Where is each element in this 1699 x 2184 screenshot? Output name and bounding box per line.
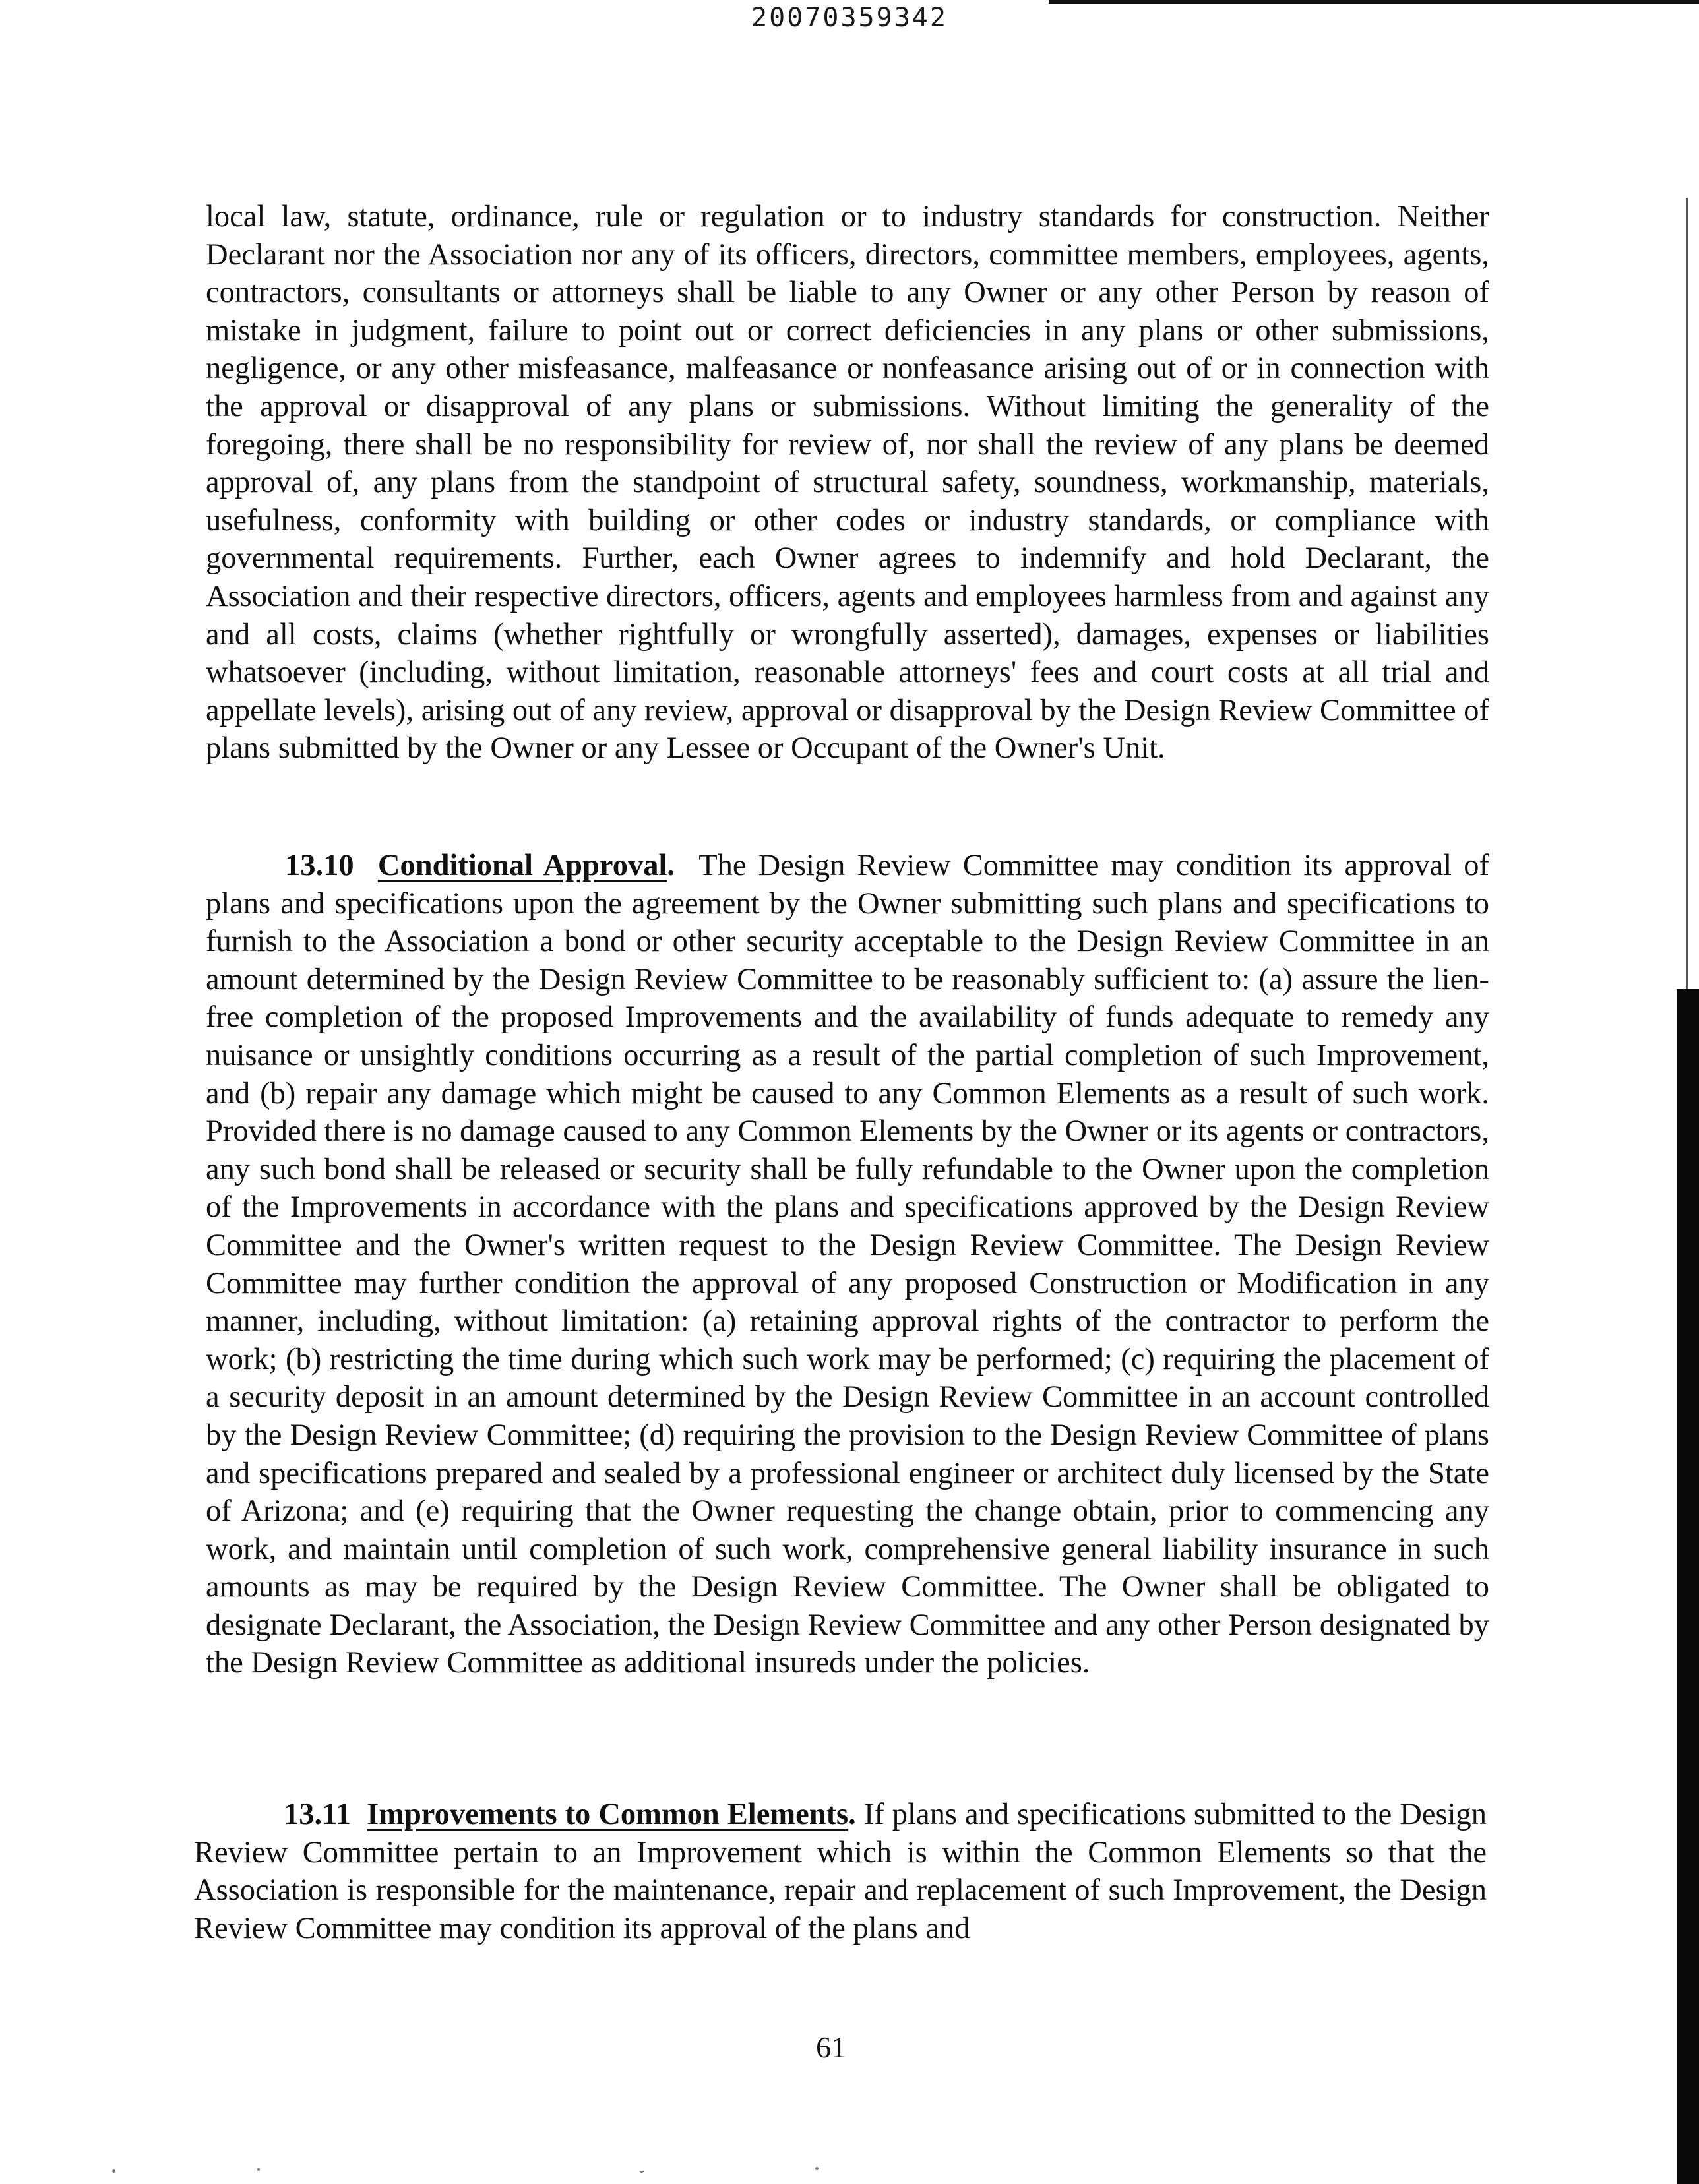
scan-speck	[815, 2167, 819, 2170]
section-title-period: .	[848, 1798, 856, 1831]
section-number: 13.10	[285, 849, 354, 882]
paragraph-continuation: local law, statute, ordinance, rule or regulation or to industry standards for construction. Neither Declarant nor the Association nor any of its officers, directors, committee members, employees, agents, contractors, consultants or attorneys shall be liable to any Owner or any other Person by reason of mistake in judgment, failure to point out or correct deficiencies in any plans or other submissions, negligence, or any other misfeasance, malfeasance or nonfeasance arising out of or in connection with the approval or disapproval of any plans or submissions. Without limiting the generality of the foregoing, there shall be no responsibility for review of, nor shall the review of any plans be deemed approval of, any plans from the standpoint of structural safety, soundness, workmanship, materials, usefulness, conformity with building or other codes or industry standards, or compliance with governmental requirements. Further, each Owner agrees to indemnify and hold Declarant, the Association and their respective directors, officers, agents and employees harmless from and against any and all costs, claims (whether rightfully or wrongfully asserted), damages, expenses or liabilities whatsoever (including, without limitation, reasonable attorneys' fees and court costs at all trial and appellate levels), arising out of any review, approval or disapproval by the Design Review Committee of plans submitted by the Owner or any Lessee or Occupant of the Owner's Unit.	[206, 200, 1489, 766]
section-title: Conditional Approval	[377, 849, 667, 882]
section-13-11	[194, 1796, 1487, 1947]
scan-edge-bar	[1677, 989, 1699, 2184]
scan-speck	[257, 2168, 260, 2171]
scan-edge-line	[1686, 198, 1688, 989]
section-text: If plans and specifications submitted to the Design Review Committee pertain to an Improvement which is within the Common Elements so that the Association is responsible for the maintenance, repair and replacement of such Improvement, the Design Review Committee may condition its approval of the plans and	[194, 1798, 1487, 1945]
scan-speck	[640, 2171, 644, 2173]
section-13-10	[206, 847, 1489, 1682]
section-title: Improvements to Common Elements	[367, 1798, 849, 1831]
document-number: 20070359342	[751, 3, 948, 33]
scan-speck	[112, 2169, 115, 2173]
page-number: 61	[816, 2030, 846, 2064]
section-title-period: .	[667, 849, 675, 882]
section-number: 13.11	[284, 1798, 352, 1831]
section-text: The Design Review Committee may condition its approval of plans and specifications upon the agreement by the Owner submitting such plans and specifications to furnish to the Association a bond or other security acceptable to the Design Review Committee in an amount determined by the Design Review Committee to be reasonably sufficient to: (a) assure the lien-free completion of the proposed Improvements and the availability of funds adequate to remedy any nuisance or unsightly conditions occurring as a result of the partial completion of such Improvement, and (b) repair any damage which might be caused to any Common Elements as a result of such work. Provided there is no damage caused to any Common Elements by the Owner or its agents or contractors, any such bond shall be released or security shall be fully refundable to the Owner upon the completion of the Improvements in accordance with the plans and specifications approved by the Design Review Committee and the Owner's written request to the Design Review Committee. The Design Review Committee may further condition the approval of any proposed Construction or Modification in any manner, including, without limitation: (a) retaining approval rights of the contractor to perform the work; (b) restricting the time during which such work may be performed; (c) requiring the placement of a security deposit in an amount determined by the Design Review Committee in an account controlled by the Design Review Committee; (d) requiring the provision to the Design Review Committee of plans and specifications prepared and sealed by a professional engineer or architect duly licensed by the State of Arizona; and (e) requiring that the Owner requesting the change obtain, prior to commencing any work, and maintain until completion of such work, comprehensive general liability insurance in such amounts as may be required by the Design Review Committee. The Owner shall be obligated to designate Declarant, the Association, the Design Review Committee and any other Person designated by the Design Review Committee as additional insureds under the policies.	[206, 849, 1490, 1680]
